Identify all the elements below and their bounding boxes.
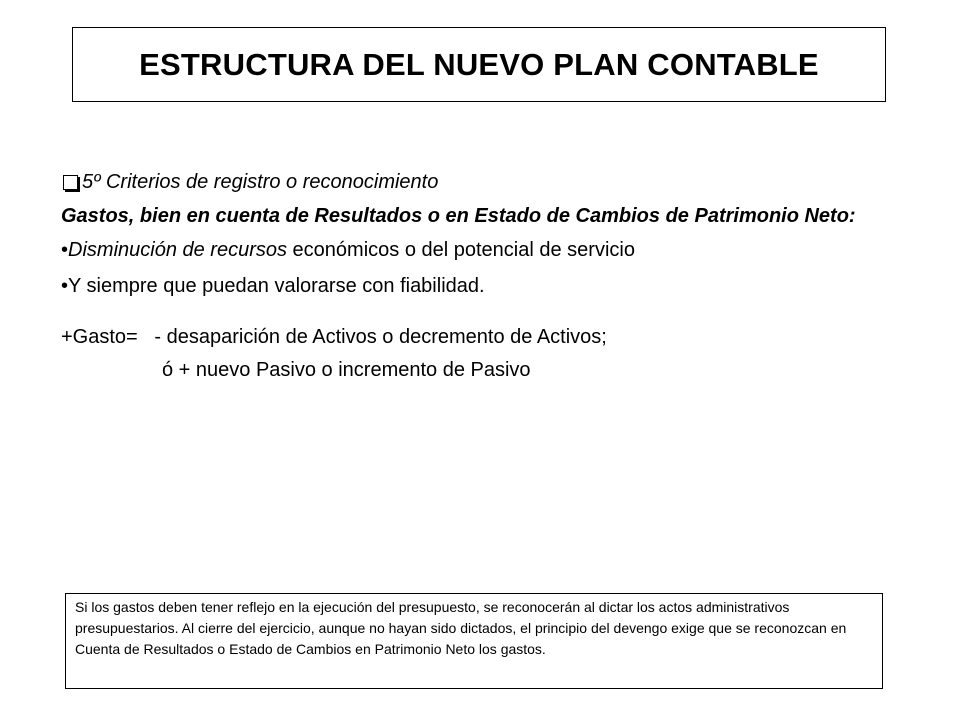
formula-line-2: ó + nuevo Pasivo o incremento de Pasivo bbox=[162, 359, 531, 381]
bullet-item-1 bbox=[61, 238, 901, 262]
criterion-text: 5º Criterios de registro o reconocimiento bbox=[82, 171, 439, 193]
title-box bbox=[72, 27, 886, 102]
page-title: ESTRUCTURA DEL NUEVO PLAN CONTABLE bbox=[139, 46, 819, 82]
bullet-1-emphasis: Disminución de recursos bbox=[68, 239, 287, 261]
formula-line-1-text: +Gasto= - desaparición de Activos o decremento de Activos; bbox=[61, 326, 607, 348]
main-content bbox=[61, 170, 901, 382]
bullet-marker: • bbox=[61, 239, 69, 261]
checkbox-icon bbox=[63, 175, 78, 190]
section-heading: Gastos, bien en cuenta de Resultados o en Estado de Cambios de Patrimonio Neto: bbox=[61, 205, 856, 227]
note-box bbox=[65, 593, 883, 689]
bullet-item-2: •Y siempre que puedan valorarse con fiabilidad. bbox=[61, 275, 485, 297]
note-text: Si los gastos deben tener reflejo en la ejecución del presupuesto, se reconocerán al dictar los actos administrativos presupuestarios. Al cierre del ejercicio, aunque no hayan sido dictados, el principio del devengo exige que se reconozcan en Cuenta de Resultados o Estado de Cambios en Patrimonio Neto los gastos. bbox=[75, 599, 847, 657]
formula-line-1 bbox=[61, 325, 901, 349]
criterion-line bbox=[61, 170, 901, 194]
bullet-1-text: económicos o del potencial de servicio bbox=[287, 239, 635, 261]
